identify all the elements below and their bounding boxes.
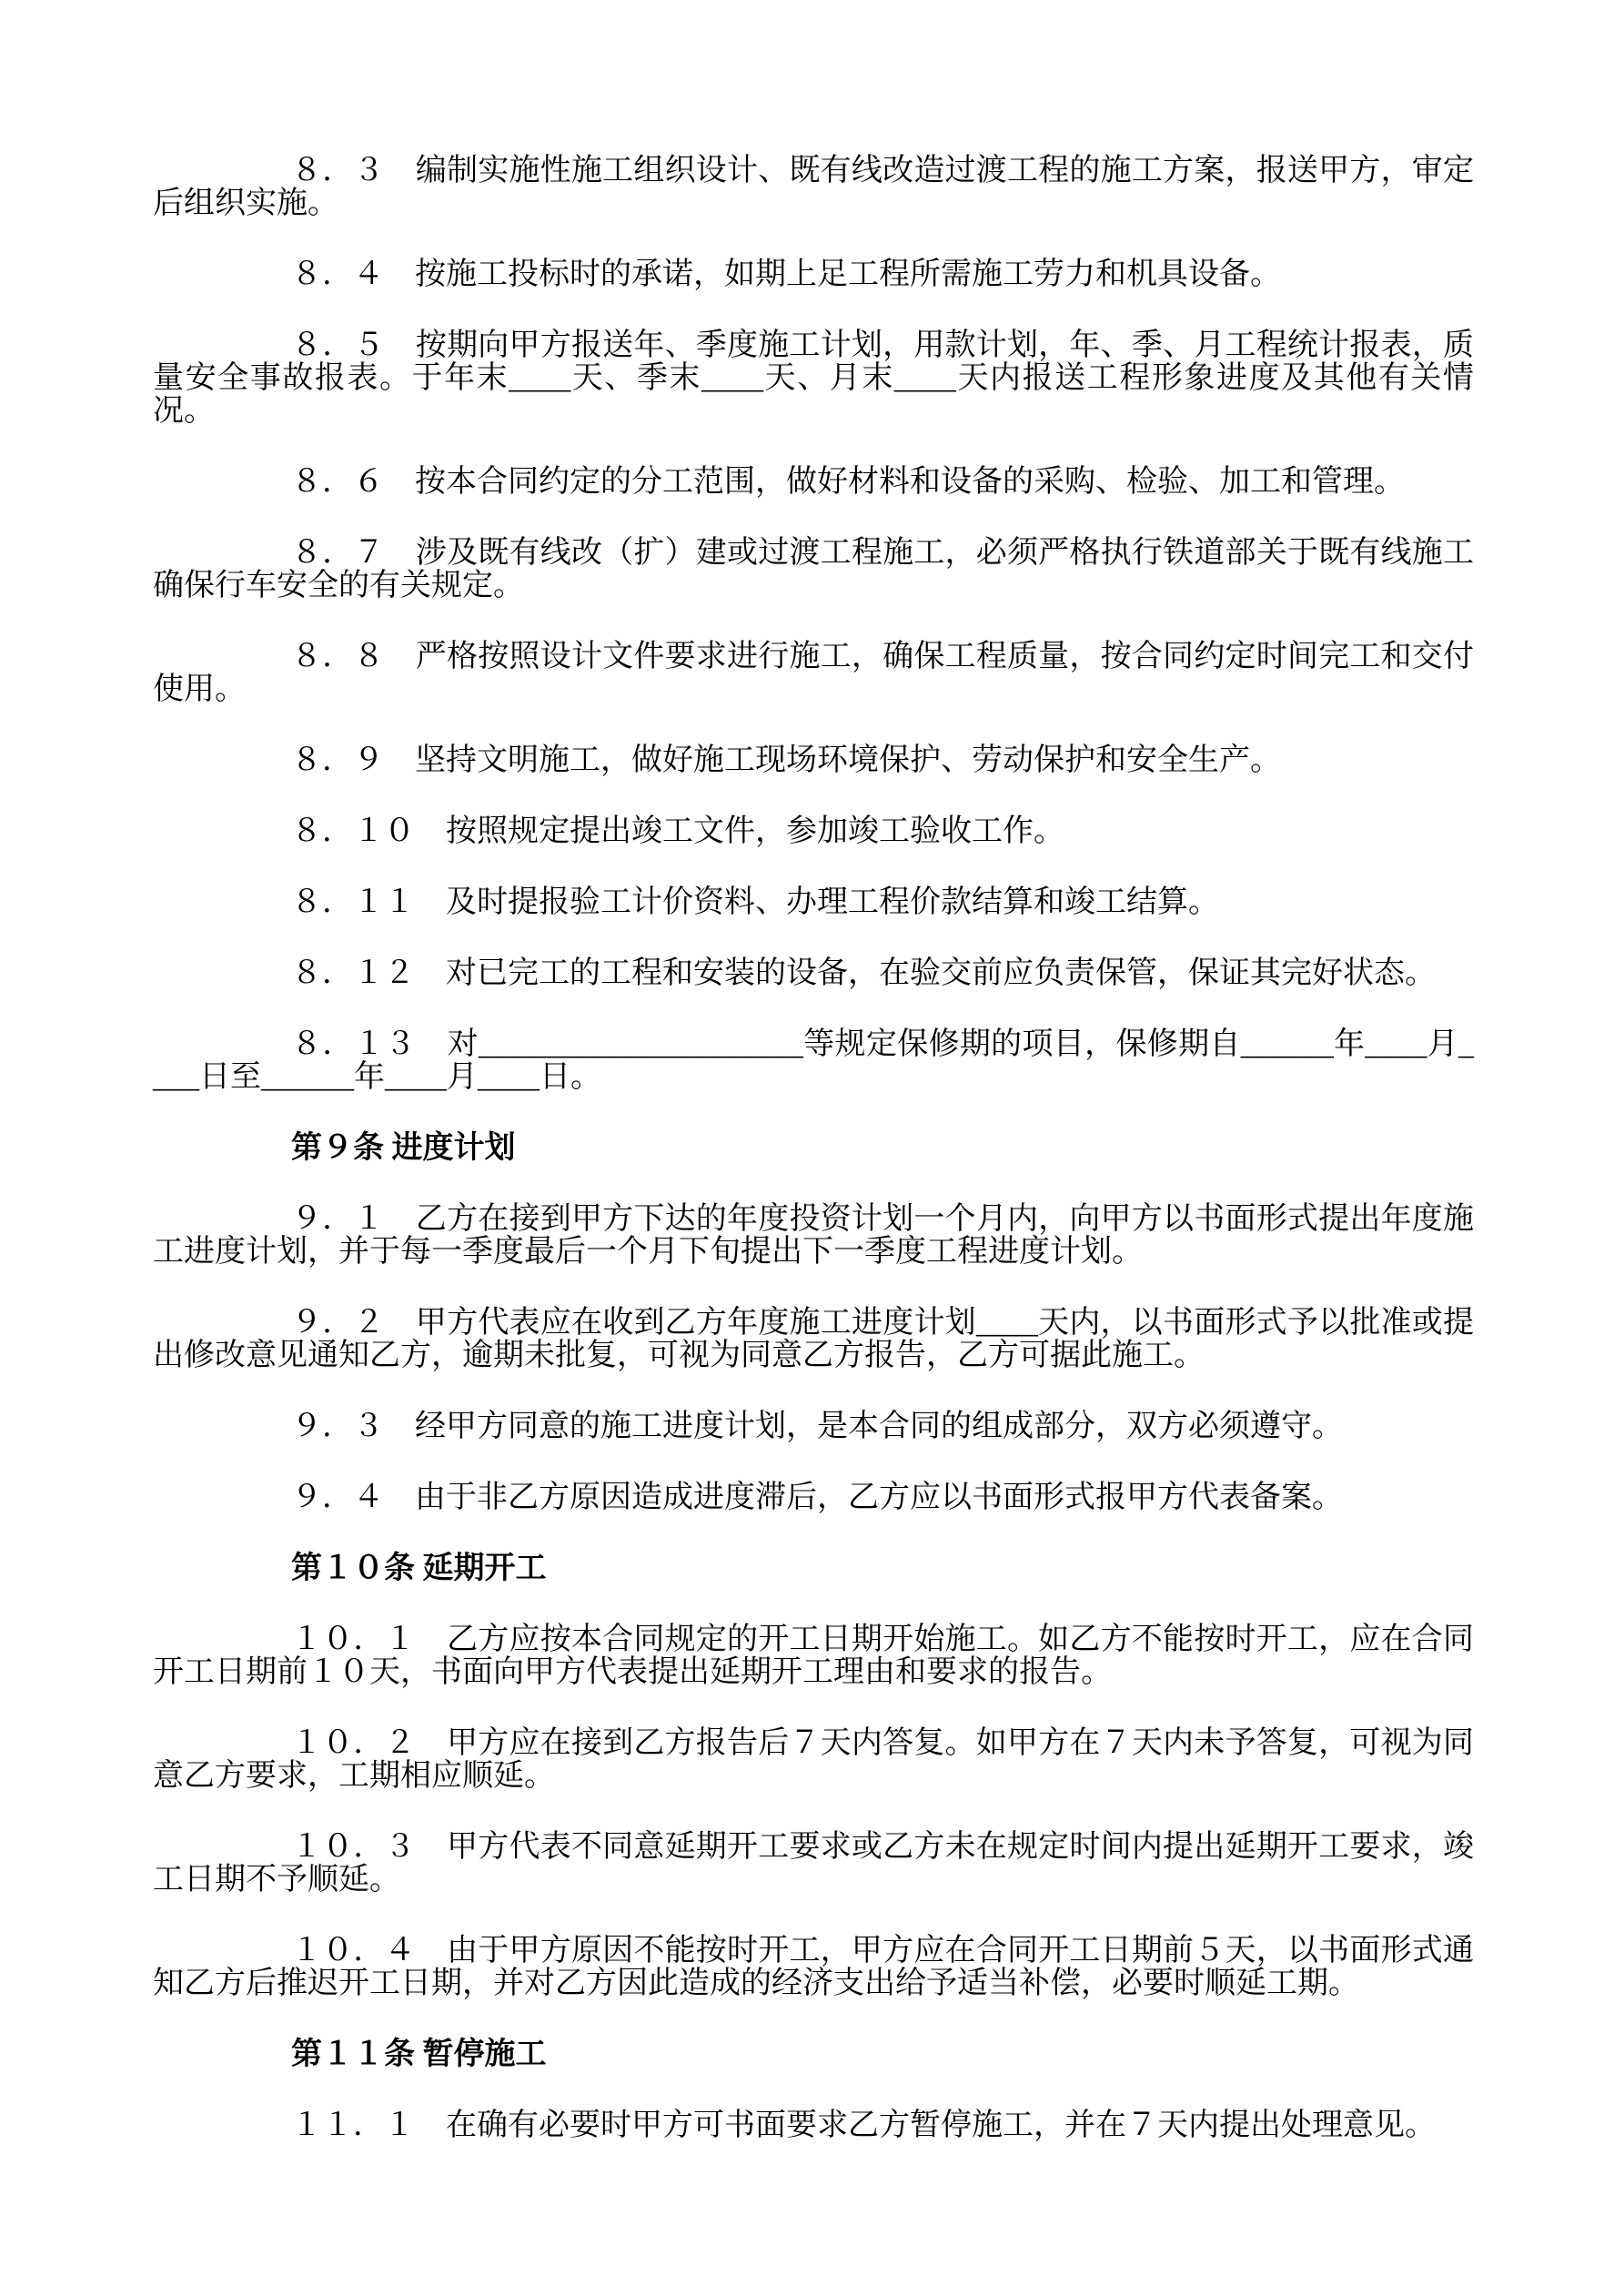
heading-article-9: 第９条 进度计划 (291, 1131, 516, 1165)
clause-9-1: ９．１ 乙方在接到甲方下达的年度投资计划一个月内，向甲方以书面形式提出年度施工进度计划，并于每一季度最后一个月下旬提出下一季度工程进度计划。 (153, 1202, 1474, 1269)
clause-9-3: ９．３ 经甲方同意的施工进度计划，是本合同的组成部分，双方必须遵守。 (291, 1410, 1343, 1443)
heading-article-10: 第１０条 延期开工 (291, 1552, 547, 1585)
clause-8-10: ８．１０ 按照规定提出竣工文件，参加竣工验收工作。 (291, 814, 1064, 848)
clause-10-2: １０．２ 甲方应在接到乙方报告后７天内答复。如甲方在７天内未予答复，可视为同意乙方要求，工期相应顺延。 (153, 1726, 1474, 1793)
clause-8-5: ８．５ 按期向甲方报送年、季度施工计划，用款计划，年、季、月工程统计报表，质量安全事故报表。于年末____天、季末____天、月末____天内报送工程形象进度及其他有关情况。 (153, 329, 1474, 428)
clause-8-7: ８．７ 涉及既有线改（扩）建或过渡工程施工，必须严格执行铁道部关于既有线施工确保行车安全的有关规定。 (153, 536, 1474, 602)
clause-8-9: ８．９ 坚持文明施工，做好施工现场环境保护、劳动保护和安全生产。 (291, 743, 1281, 777)
clause-8-13: ８．１３ 对_____________________等规定保修期的项目，保修期自______年____月____日至______年____月____日。 (153, 1027, 1474, 1094)
contract-body (153, 155, 1474, 2142)
clause-8-12: ８．１２ 对已完工的工程和安装的设备，在验交前应负责保管，保证其完好状态。 (291, 956, 1436, 990)
clause-8-6: ８．６ 按本合同约定的分工范围，做好材料和设备的采购、检验、加工和管理。 (291, 465, 1405, 499)
clause-10-4: １０．４ 由于甲方原因不能按时开工，甲方应在合同开工日期前５天，以书面形式通知乙方后推迟开工日期，并对乙方因此造成的经济支出给予适当补偿，必要时顺延工期。 (153, 1934, 1474, 2000)
clause-8-4: ８．４ 按施工投标时的承诺，如期上足工程所需施工劳力和机具设备。 (291, 258, 1281, 291)
clause-8-3: ８．３ 编制实施性施工组织设计、既有线改造过渡工程的施工方案，报送甲方，审定后组织实施。 (153, 154, 1474, 220)
clause-10-1: １０．１ 乙方应按本合同规定的开工日期开始施工。如乙方不能按时开工，应在合同开工日期前１０天，书面向甲方代表提出延期开工理由和要求的报告。 (153, 1623, 1474, 1689)
heading-article-11: 第１１条 暂停施工 (291, 2038, 547, 2071)
clause-9-2: ９．２ 甲方代表应在收到乙方年度施工进度计划____天内，以书面形式予以批准或提出修改意见通知乙方，逾期未批复，可视为同意乙方报告，乙方可据此施工。 (153, 1306, 1474, 1372)
clause-8-8: ８．８ 严格按照设计文件要求进行施工，确保工程质量，按合同约定时间完工和交付使用。 (153, 640, 1474, 706)
clause-11-1: １１．１ 在确有必要时甲方可书面要求乙方暂停施工，并在７天内提出处理意见。 (291, 2109, 1436, 2142)
clause-8-11: ８．１１ 及时提报验工计价资料、办理工程价款结算和竣工结算。 (291, 885, 1219, 919)
clause-9-4: ９．４ 由于非乙方原因造成进度滞后，乙方应以书面形式报甲方代表备案。 (291, 1481, 1343, 1514)
clause-10-3: １０．３ 甲方代表不同意延期开工要求或乙方未在规定时间内提出延期开工要求，竣工日期不予顺延。 (153, 1830, 1474, 1896)
